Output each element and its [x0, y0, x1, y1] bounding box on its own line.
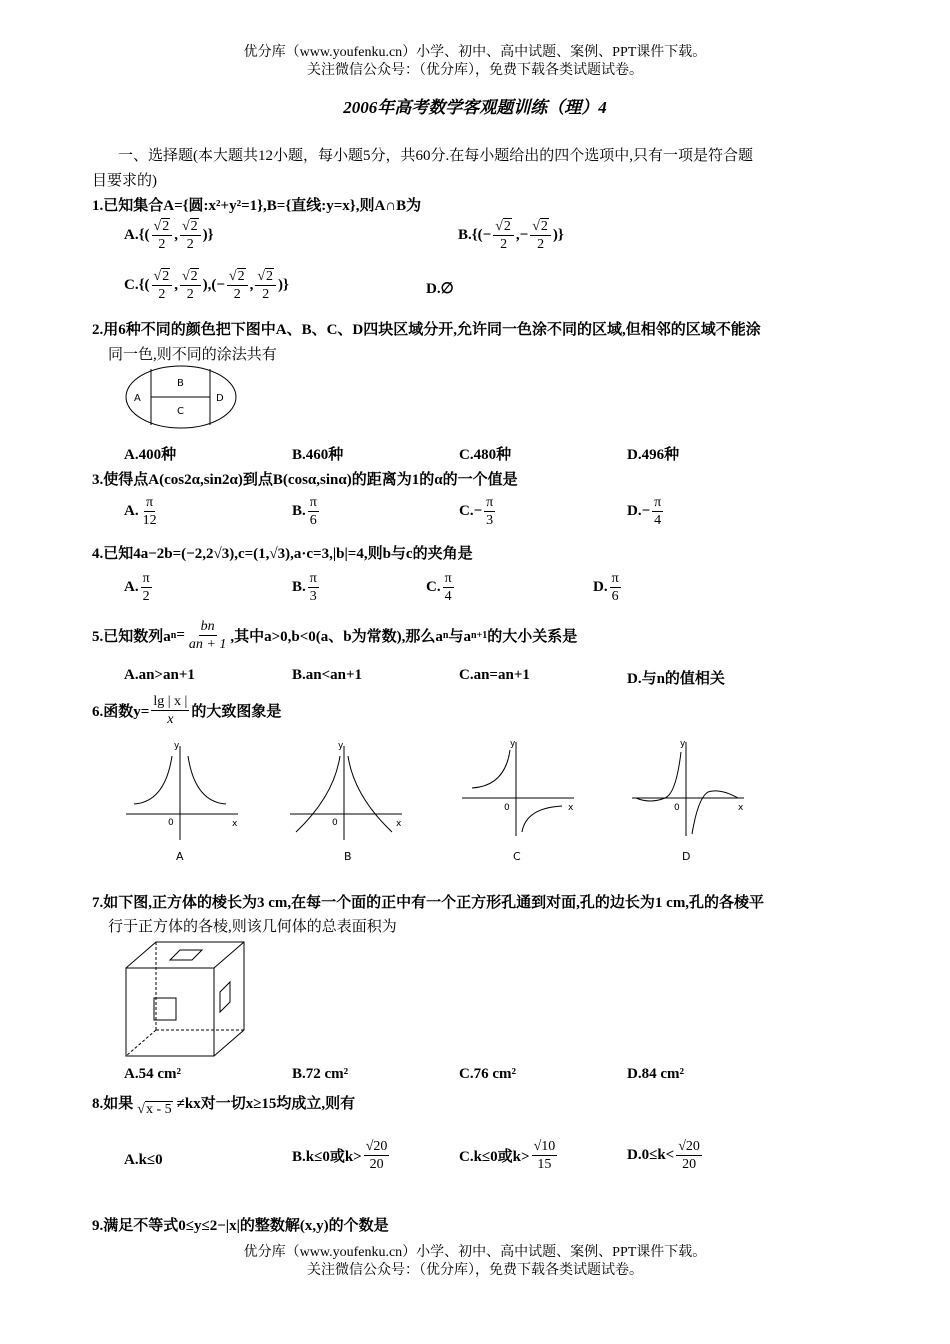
question-6-stem: 6.函数y= $\frac{\lg | x |}{x}$ 的大致图象是	[92, 694, 282, 727]
graph-a-curve-right	[188, 756, 226, 804]
question-1-option-c: C.{( $\frac{√2}{2}$ , $\frac{√2}{2}$ ),(− $\frac{√2}{2}$ , $\frac{√2}{2}$ )}	[124, 269, 289, 302]
question-3-option-c: C.− $\frac{\pi}{3}$	[459, 495, 494, 528]
question-5-option-c: C.an=an+1	[459, 667, 530, 683]
graph-b-x-label: x	[396, 819, 402, 829]
question-3-stem: 3.使得点A(cos2α,sin2α)到点B(cosα,sinα)的距离为1的α的一个值是	[92, 472, 518, 488]
question-4-option-b: B. $\frac{\pi}{3}$	[292, 571, 317, 604]
page-footer-line-2: 关注微信公众号：（优分库），免费下载各类试题试卷。	[307, 1263, 643, 1278]
graph-b-y-label: y	[338, 741, 344, 751]
question-7-option-a: A.54 cm²	[124, 1066, 181, 1082]
page-header-line-2: 关注微信公众号：（优分库），免费下载各类试题试卷。	[307, 63, 643, 78]
question-8-stem: 8.如果 √x - 5 ≠kx对一切x≥15均成立,则有	[92, 1096, 356, 1117]
cube-back-edges	[126, 942, 244, 1056]
question-2-stem-line-1: 2.用6种不同的颜色把下图中A、B、C、D四块区域分开,允许同一色涂不同的区域,但相邻的区域不能涂	[92, 322, 761, 338]
cube-top-hole	[170, 950, 202, 960]
question-5-option-d: D.与n的值相关	[627, 671, 725, 687]
graph-a-origin: 0	[168, 818, 174, 828]
section-intro-line-2: 目要求的)	[92, 173, 157, 189]
question-5-stem: 5.已知数列a n = $\frac{bn}{an + 1}$ ,其中a>0,b<0(a、b为常数),那么a n 与a n+1 的大小关系是	[92, 619, 578, 652]
graph-a	[126, 746, 238, 840]
graph-d-x-label: x	[738, 803, 744, 813]
graph-a-caption: A	[176, 850, 184, 863]
question-8-option-a: A.k≤0	[124, 1152, 163, 1168]
region-label-b: B	[177, 378, 184, 389]
cube-side-hole	[220, 982, 230, 1012]
question-5-option-b: B.an<an+1	[292, 667, 363, 683]
graph-b-caption: B	[344, 850, 352, 863]
section-intro-line-1: 一、选择题(本大题共12小题，每小题5分，共60分.在每小题给出的四个选项中,只有一项是符合题	[118, 148, 753, 164]
region-label-a: A	[134, 393, 141, 404]
question-4-option-c: C. $\frac{\pi}{4}$	[426, 571, 452, 604]
question-4-option-d: D. $\frac{\pi}{6}$	[593, 571, 619, 604]
question-7-option-c: C.76 cm²	[459, 1066, 516, 1082]
graph-c-y-label: y	[510, 739, 516, 749]
graph-d	[632, 742, 744, 836]
question-2-option-a: A.400种	[124, 447, 177, 463]
question-7-stem-line-1: 7.如下图,正方体的棱长为3 cm,在每一个面的正中有一个正方形孔通到对面,孔的边长为1 cm,孔的各棱平	[92, 895, 765, 911]
question-8-option-b: B.k≤0或k> $\frac{√20}{20}$	[292, 1139, 388, 1172]
question-2-option-d: D.496种	[627, 447, 680, 463]
page-header-line-1: 优分库（www.youfenku.cn）小学、初中、高中试题、案例、PPT课件下载。	[243, 45, 707, 60]
graph-d-caption: D	[682, 850, 691, 863]
graph-c-curve-left	[472, 750, 510, 788]
page-footer-line-1: 优分库（www.youfenku.cn）小学、初中、高中试题、案例、PPT课件下载。	[243, 1245, 707, 1260]
question-4-stem: 4.已知4a−2b=(−2,2√3),c=(1,√3),a·c=3,|b|=4,则b与c的夹角是	[92, 546, 473, 562]
graph-c-x-label: x	[568, 803, 574, 813]
cube-front-face	[126, 968, 214, 1056]
question-9-stem: 9.满足不等式0≤y≤2−|x|的整数解(x,y)的个数是	[92, 1218, 389, 1234]
question-2-option-c: C.480种	[459, 447, 512, 463]
cube-hidden-depth	[126, 1030, 156, 1056]
graph-a-curve-left	[134, 756, 172, 804]
question-7-option-b: B.72 cm²	[292, 1066, 349, 1082]
graph-b-origin: 0	[332, 818, 338, 828]
graph-c	[462, 742, 574, 836]
question-3-option-b: B. $\frac{\pi}{6}$	[292, 495, 317, 528]
radicand: x - 5	[145, 1102, 172, 1117]
question-2-option-b: B.460种	[292, 447, 344, 463]
question-1-option-a: A.{( $\frac{√2}{2}$ , $\frac{√2}{2}$ )}	[124, 219, 214, 252]
graph-b	[290, 746, 402, 840]
cube-front-hole	[154, 998, 176, 1020]
question-1-stem: 1.已知集合A={圆:x²+y²=1},B={直线:y=x},则A∩B为	[92, 198, 422, 214]
question-7-cube-figure	[120, 936, 250, 1060]
region-label-c: C	[177, 406, 184, 417]
graph-c-caption: C	[513, 850, 521, 863]
question-2-region-figure	[124, 364, 238, 430]
graph-d-y-label: y	[680, 739, 686, 749]
question-1-option-b: B.{(− $\frac{√2}{2}$ ,− $\frac{√2}{2}$ )}	[458, 219, 564, 252]
question-8-option-c: C.k≤0或k> $\frac{√10}{15}$	[459, 1139, 556, 1172]
exam-title: 2006年高考数学客观题训练（理）4	[343, 98, 607, 117]
question-4-option-a: A. $\frac{\pi}{2}$	[124, 571, 150, 604]
question-3-option-a: A. $\frac{\pi}{12}$	[124, 495, 157, 528]
region-label-d: D	[216, 393, 224, 404]
graph-d-curve-right	[692, 791, 738, 834]
question-1-option-d: D.∅	[426, 281, 454, 297]
cube-top-right-edge	[214, 942, 244, 968]
question-8-option-d: D.0≤k< $\frac{√20}{20}$	[627, 1139, 700, 1172]
graph-d-curve-left	[636, 752, 681, 801]
question-2-stem-line-2: 同一色,则不同的涂法共有	[108, 347, 277, 363]
graph-c-curve-right	[522, 806, 562, 832]
question-6-graphs	[120, 736, 760, 866]
graph-a-x-label: x	[232, 819, 238, 829]
graph-a-y-label: y	[174, 741, 180, 751]
graph-b-curve-right	[348, 756, 392, 832]
graph-d-origin: 0	[674, 803, 680, 813]
question-7-stem-line-2: 行于正方体的各棱,则该几何体的总表面积为	[108, 919, 397, 935]
graph-c-origin: 0	[504, 803, 510, 813]
question-7-option-d: D.84 cm²	[627, 1066, 684, 1082]
question-3-option-d: D.− $\frac{\pi}{4}$	[627, 495, 662, 528]
question-5-option-a: A.an>an+1	[124, 667, 195, 683]
